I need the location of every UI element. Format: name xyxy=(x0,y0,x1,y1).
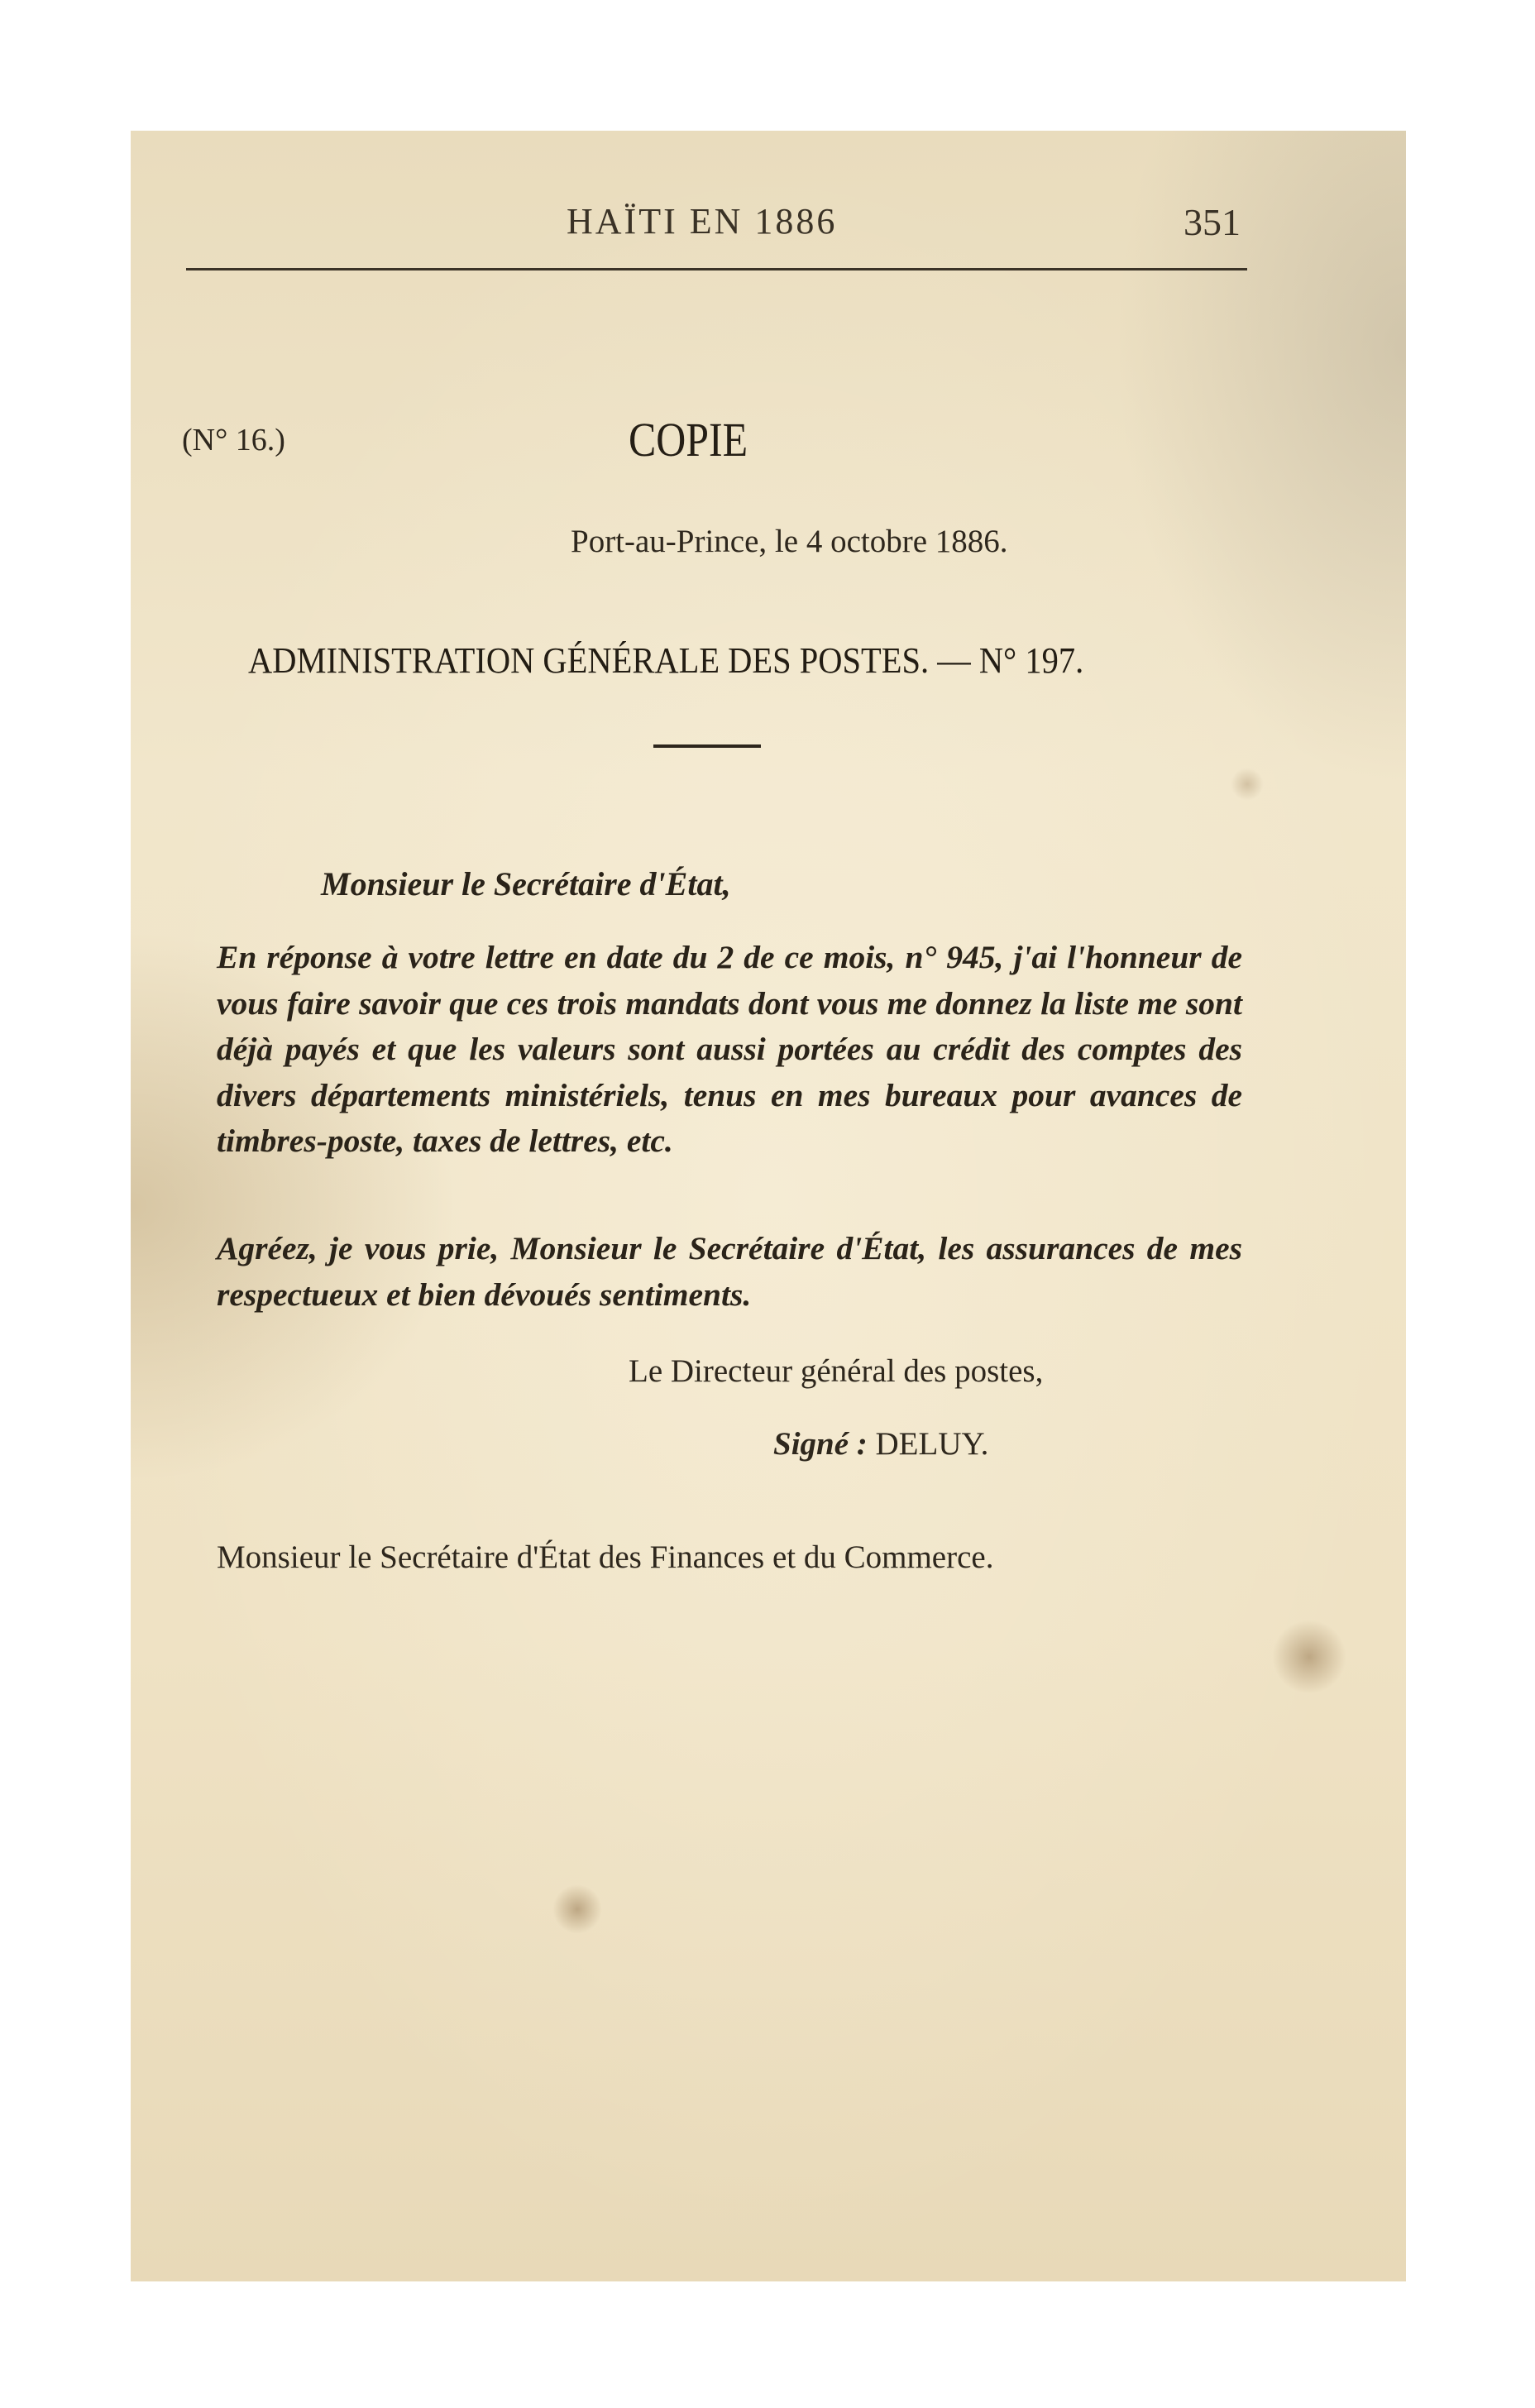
letter-paragraph: En réponse à votre lettre en date du 2 de ce mois, n° 945, j'ai l'honneur de vous faire savoir que ces trois mandats dont vous me donnez la liste me sont déjà payés et que les valeurs sont aussi portées au crédit des comptes des divers départements ministériels, tenus en mes bureaux pour avances de timbres-poste, taxes de lettres, etc. xyxy=(217,939,1242,1160)
paper-stain xyxy=(552,1884,602,1934)
document-number: (N° 16.) xyxy=(182,423,285,457)
signatory: Le Directeur général des postes, xyxy=(629,1353,1044,1389)
signed-name: DELUY. xyxy=(875,1426,989,1462)
signature-line xyxy=(773,1425,988,1463)
place-date: Port-au-Prince, le 4 octobre 1886. xyxy=(571,524,1008,559)
running-header xyxy=(186,196,1247,254)
letter-paragraph: Agréez, je vous prie, Monsieur le Secrétaire d'État, les assurances de mes respectueux et bien dévoués sentiments. xyxy=(217,1230,1242,1313)
paper-stain xyxy=(1231,768,1264,801)
administration-heading: ADMINISTRATION GÉNÉRALE DES POSTES. — N° 197. xyxy=(248,640,1084,681)
header-rule xyxy=(186,268,1247,270)
running-title: HAÏTI EN 1886 xyxy=(567,201,838,242)
signed-label: Signé : xyxy=(773,1426,868,1462)
page-number: 351 xyxy=(1184,201,1241,243)
paper-stain xyxy=(1272,1620,1346,1694)
document-title: COPIE xyxy=(629,413,748,467)
book-page xyxy=(131,131,1406,2281)
section-rule xyxy=(653,744,761,748)
addressee: Monsieur le Secrétaire d'État des Finances et du Commerce. xyxy=(217,1539,994,1575)
salutation: Monsieur le Secrétaire d'État, xyxy=(321,865,731,902)
